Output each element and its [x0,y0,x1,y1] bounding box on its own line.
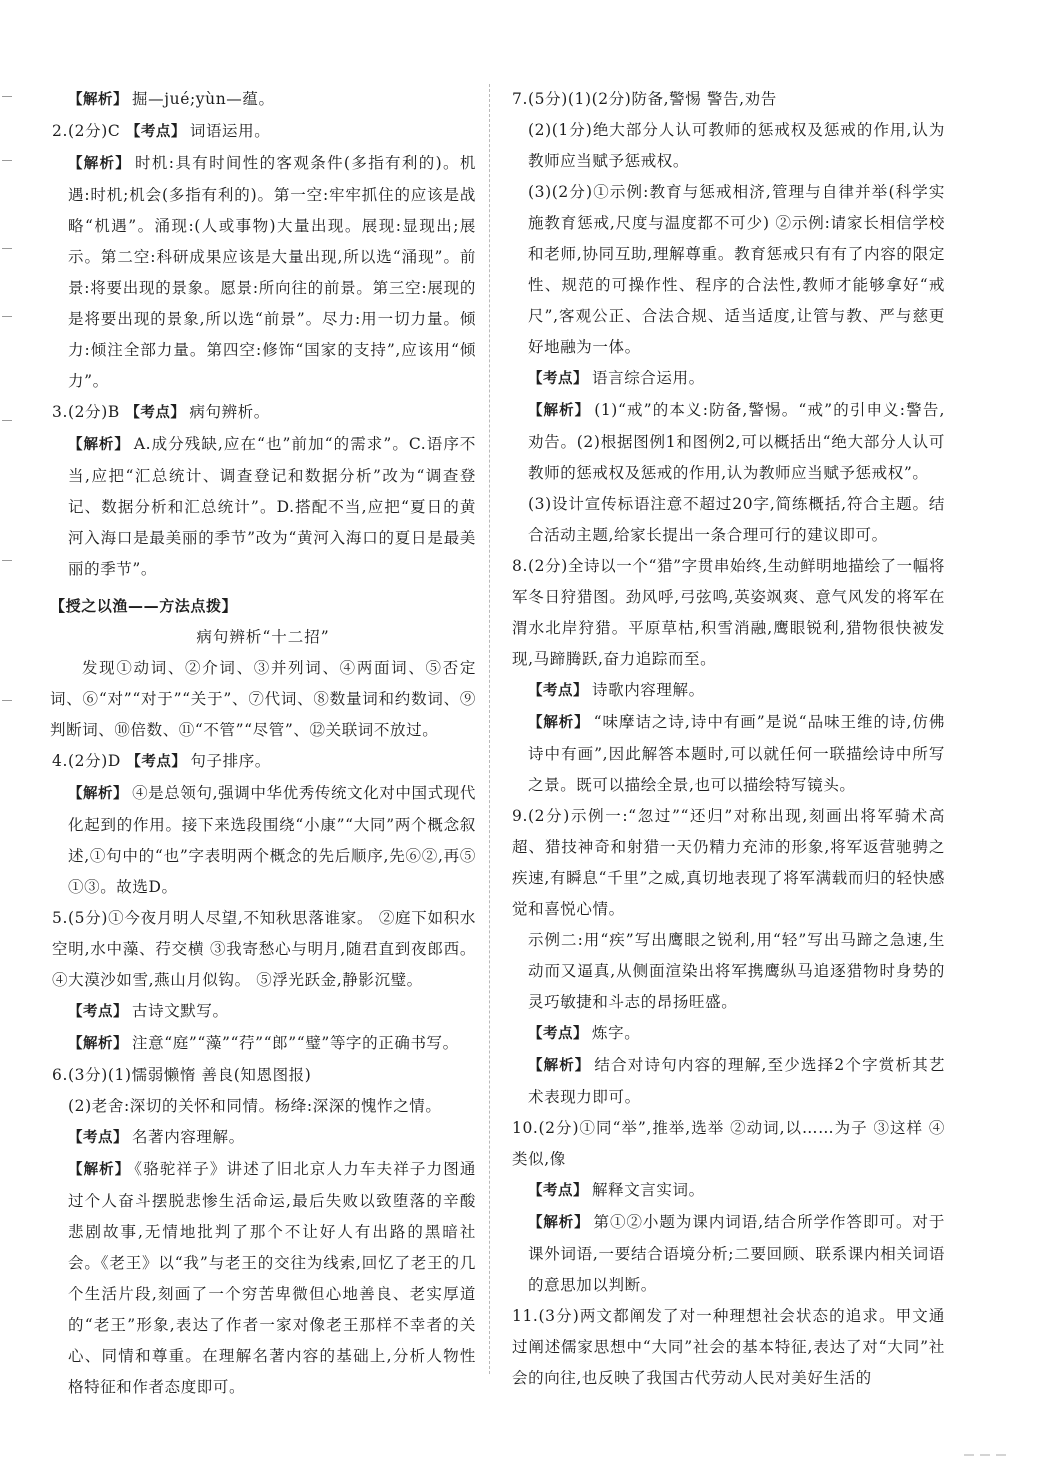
tag-label: 【考点】 [68,1130,128,1146]
left-column [50,84,476,1403]
analysis-paragraph [50,1122,476,1154]
answer-text: 9.(2分)示例一:“忽过”“还归”对称出现,刻画出将军骑术高超、猎技神奇和射猎一天仍精力充沛的形象,将军返营驰骋之疾速,有瞬息“千里”之威,真切地表现了将军满载而归的轻快感觉和喜悦心情。 [512,807,945,918]
analysis-text: ④是总领句,强调中华优秀传统文化对中国式现代化起到的作用。接下来选段围绕“小康”“大同”两个概念叙述,①句中的“也”字表明两个概念的先后顺序,先⑥②,再⑤①③。故选D。 [68,784,476,896]
tag-label: 【考点】 [68,1004,128,1020]
tag-label: 【解析】 [528,1058,591,1074]
tag-label: 【解析】 [528,1215,590,1231]
answer-paragraph: (2)(1分)绝大部分人认可教师的惩戒权及惩戒的作用,认为教师应当赋予惩戒权。 [528,121,945,170]
tag-label: 【考点】 [528,683,588,699]
question-answer [50,746,476,778]
analysis-paragraph [510,363,945,395]
analysis-text: 炼字。 [592,1024,641,1042]
analysis-paragraph [50,84,476,116]
analysis-paragraph [50,148,476,397]
tag-label: 【考点】 [528,1183,588,1199]
analysis-paragraph [510,1175,945,1207]
tag-label: 【解析】 [68,1036,128,1052]
analysis-text: 结合对诗句内容的理解,至少选择2个字赏析其艺术表现力即可。 [528,1056,945,1106]
answer-paragraph: 示例二:用“疾”写出鹰眼之锐利,用“轻”写出马蹄之急速,生动而又逼真,从侧面渲染出将军携鹰纵马追逐猎物时身势的灵巧敏捷和斗志的昂扬旺盛。 [528,931,945,1011]
tag-text: 病句辨析。 [189,403,270,421]
analysis-text: 《骆驼祥子》讲述了旧北京人力车夫祥子力图通过个人奋斗摆脱悲惨生活命运,最后失败以致堕落的辛酸悲剧故事,无情地批判了那个不让好人有出路的黑暗社会。《老王》以“我”与老王的交往为线索,回忆了老王的几个生活片段,刻画了一个穷苦卑微但心地善良、老实厚道的“老王”形象,表达了作者一家对像老王那样不幸者的关心、同情和尊重。在理解名著内容的基础上,分析人物性格特征和作者态度即可。 [68,1160,476,1396]
analysis-text: 注意“庭”“藻”“荇”“郎”“璧”等字的正确书写。 [132,1034,459,1052]
question-answer [50,903,476,996]
analysis-text: 诗歌内容理解。 [592,681,705,699]
question-answer [50,397,476,429]
analysis-text: 名著内容理解。 [132,1128,245,1146]
tag-label: 【解析】 [68,92,128,108]
question-answer [510,801,945,925]
answer-paragraph: (3)设计宣传标语注意不超过20字,简练概括,符合主题。结合活动主题,给家长提出一条合理可行的建议即可。 [528,495,945,544]
tag-label: 【考点】 [126,754,187,770]
tag-label: 【解析】 [528,715,590,731]
analysis-paragraph [510,1018,945,1050]
analysis-paragraph [50,429,476,585]
analysis-text: 掘—jué;yùn—蕴。 [132,90,275,108]
answer-text: 4.(2分)D [52,752,121,770]
question-answer [50,116,476,148]
answer-paragraph: (2)老舍:深切的关怀和同情。杨绛:深深的愧怍之情。 [68,1097,442,1115]
tag-label: 【解析】 [68,437,130,453]
question-answer [510,84,945,115]
analysis-text: 第①②小题为课内词语,结合所学作答即可。对于课外词语,一要结合语境分析;二要回顾、联系课内相关词语的意思加以判断。 [528,1213,945,1294]
tag-label: 【解析】 [68,1162,131,1178]
answer-text: 11.(3分)两文都阐发了对一种理想社会状态的追求。甲文通过阐述儒家思想中“大同”社会的基本特征,表达了对“大同”社会的向往,也反映了我国古代劳动人民对美好生活的 [512,1307,945,1387]
analysis-text: 语言综合运用。 [592,369,705,387]
tag-label: 【解析】 [68,156,132,172]
tag-text: 句子排序。 [190,752,271,770]
tag-label: 【考点】 [125,124,186,140]
section-heading: 【授之以渔——方法点拨】 [50,597,238,615]
analysis-text: (1)“戒”的本义:防备,警惕。“戒”的引申义:警告,劝告。(2)根据图例1和图例2,可以概括出“绝大部分人认可教师的惩戒权及惩戒的作用,认为教师应当赋予惩戒权”。 [528,401,945,482]
answer-text: 7.(5分)(1)(2分)防备,警惕 警告,劝告 [512,90,777,108]
answer-text: 5.(5分)①今夜月明人尽望,不知秋思落谁家。 ②庭下如积水空明,水中藻、荇交横 ③我寄愁心与明月,随君直到夜郎西。 ④大漠沙如雪,燕山月似钩。 ⑤浮光跃金,静影沉璧。 [52,909,476,989]
analysis-paragraph [510,395,945,489]
analysis-text: 解释文言实词。 [592,1181,705,1199]
analysis-text: A.成分残缺,应在“也”前加“的需求”。C.语序不当,应把“汇总统计、调查登记和数据分析”改为“调查登记、数据分析和汇总统计”。D.搭配不当,应把“夏日的黄河入海口是最美丽的季节”改为“黄河入海口的夏日是最美丽的季节”。 [68,435,477,578]
method-text: 发现①动词、②介词、③并列词、④两面词、⑤否定词、⑥“对”“对于”“关于”、⑦代词、⑧数量词和约数词、⑨判断词、⑩倍数、⑪“不管”“尽管”、⑫关联词不放过。 [50,659,476,739]
analysis-paragraph [510,1050,945,1113]
right-column [510,84,945,1394]
tag-label: 【考点】 [528,371,588,387]
analysis-paragraph [50,996,476,1028]
question-answer [510,551,945,675]
question-answer [50,1060,476,1091]
corner-decoration [964,1441,1034,1455]
analysis-paragraph [510,675,945,707]
analysis-paragraph [50,1154,476,1403]
answer-text: 3.(2分)B [52,403,120,421]
analysis-text: “味摩诘之诗,诗中有画”是说“品味王维的诗,仿佛诗中有画”,因此解答本题时,可以就任何一联描绘诗中所写之景。既可以描绘全景,也可以描绘特写镜头。 [528,713,946,794]
method-title: 病句辨析“十二招” [196,628,330,646]
analysis-paragraph [50,1028,476,1060]
answer-text: 2.(2分)C [52,122,121,140]
binding-margin [0,0,30,1469]
analysis-paragraph [50,778,476,903]
tag-label: 【解析】 [68,786,129,802]
tag-label: 【考点】 [125,405,186,421]
analysis-text: 时机:具有时间性的客观条件(多指有利的)。机遇:时机;机会(多指有利的)。第一空:牢牢抓住的应该是战略“机遇”。涌现:(人或事物)大量出现。展现:显现出;展示。第二空:科研成果应该是大量出现,所以选“涌现”。前景:将要出现的景象。愿景:所向往的前景。第三空:展现的是将要出现的景象,所以选“前景”。尽力:用一切力量。倾力:倾注全部力量。第四空:修饰“国家的支持”,应该用“倾力”。 [68,154,476,390]
tag-text: 词语运用。 [189,122,271,140]
question-answer [510,1113,945,1175]
analysis-paragraph [510,1207,945,1301]
analysis-text: 古诗文默写。 [132,1002,229,1020]
answer-text: 6.(3分)(1)懦弱懒惰 善良(知恩图报) [52,1066,312,1084]
answer-paragraph: (3)(2分)①示例:教育与惩戒相济,管理与自律并举(科学实施教育惩戒,尺度与温度都不可少) ②示例:请家长相信学校和老师,协同互助,理解尊重。教育惩戒只有有了内容的限定性、规范的可操作性、程序的合法性,教师才能够拿好“戒尺”,客观公正、合法合规、适当适度,让管与教、严与慈更好地融为一体。 [528,183,945,356]
tag-label: 【解析】 [528,403,591,419]
tag-label: 【考点】 [528,1026,588,1042]
column-divider [489,84,490,1374]
answer-text: 8.(2分)全诗以一个“猎”字贯串始终,生动鲜明地描绘了一幅将军冬日狩猎图。劲风呼,弓弦鸣,英姿飒爽、意气风发的将军在渭水北岸狩猎。平原草枯,积雪消融,鹰眼锐利,猎物很快被发现,马蹄腾跃,奋力追踪而至。 [512,557,945,668]
question-answer [510,1301,945,1394]
analysis-paragraph [510,707,945,801]
answer-text: 10.(2分)①同“举”,推举,选举 ②动词,以……为子 ③这样 ④类似,像 [512,1119,945,1168]
